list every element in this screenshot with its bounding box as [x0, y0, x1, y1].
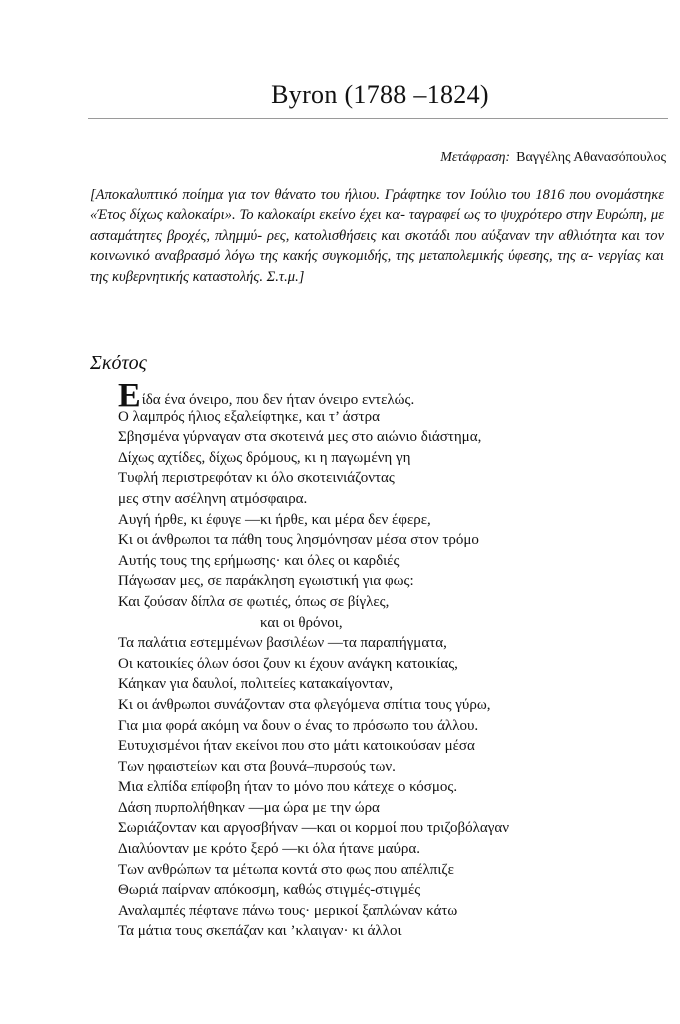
poem-line: Ο λαμπρός ήλιος εξαλείφτηκε, και τ’ άστρα [118, 408, 380, 425]
poem-line: Ευτυχισμένοι ήταν εκείνοι που στο μάτι κατοικούσαν μέσα [118, 738, 475, 755]
poem-line: Τυφλή περιστρεφόταν κι όλο σκοτεινιάζοντας [118, 470, 395, 487]
poem-line: Κάηκαν για δαυλοί, πολιτείες κατακαίγονταν, [118, 676, 394, 693]
poem-line: Των ανθρώπων τα μέτωπα κοντά στο φως που απέλπιζε [118, 861, 454, 878]
translator-label: Μετάφραση: [440, 150, 511, 165]
poem-line: Για μια φορά ακόμη να δουν ο ένας το πρόσωπο του άλλου. [118, 717, 479, 734]
poem-line: Αυγή ήρθε, κι έφυγε —κι ήρθε, και μέρα δεν έφερε, [118, 511, 431, 528]
intro-line: ταγραφεί ως το ψυχρότερο στην Ευρώπη, με ασταμάτητες βροχές, πλημμύ- [90, 207, 664, 244]
poem-line: Των ηφαιστείων και στα βουνά–πυρσούς των. [118, 758, 396, 775]
poem-line: Τα παλάτια εστεμμένων βασιλέων —τα παραπήγματα, [118, 635, 447, 652]
poem-line: και οι θρόνοι, [260, 614, 343, 631]
drop-cap: Ε [118, 377, 141, 414]
intro-line: ρες, κατολισθήσεις και σκοτάδι που αύξαναν την αθλιότητα και τον κοινωνικό [90, 227, 664, 265]
poem-line: Και ζούσαν δίπλα σε φωτιές, όπως σε βίγλες, [118, 593, 390, 610]
poem-title: Σκότος [90, 352, 147, 374]
translator-name: Βαγγέλης Αθανασόπουλος [516, 150, 666, 165]
poem-line: Διαλύονταν με κρότο ξερό —κι όλα ήτανε μαύρα. [118, 841, 421, 858]
intro-line: αναβρασμό λόγω της κακής συγκομιδής, της μεταπολεμικής ύφεσης, της α- [154, 248, 594, 265]
title-divider [88, 118, 668, 119]
poem-line: Κι οι άνθρωποι τα πάθη τους λησμόνησαν μέσα στον τρόμο [118, 532, 479, 549]
poem-line: Μια ελπίδα επίφοβη ήταν το μόνο που κάτεχε ο κόσμος. [118, 779, 458, 796]
poem-line: μες στην ασέληνη ατμόσφαιρα. [118, 490, 308, 507]
poem-line: Θωριά παίρναν απόκοσμη, καθώς στιγμές-στιγμές [118, 882, 421, 899]
poem-line: Δάση πυρπολήθηκαν —μα ώρα με την ώρα [118, 799, 380, 816]
intro-line: νεργίας και της κυβερνητικής καταστολής. Σ.τ.μ.] [90, 248, 664, 285]
poem-line: Τα μάτια τους σκεπάζαν και ’κλαιγαν· κι άλλοι [118, 923, 402, 940]
translator-credit [440, 150, 666, 166]
poem-line: Σβησμένα γύρναγαν στα σκοτεινά μες στο αιώνιο διάστημα, [118, 429, 482, 446]
intro-note [90, 185, 664, 287]
poem-line: Κι οι άνθρωποι συνάζονταν στα φλεγόμενα σπίτια τους γύρω, [118, 696, 491, 713]
intro-line: 1816 που ονομάστηκε «Έτος δίχως καλοκαίρι». Το καλοκαίρι εκείνο έχει κα- [90, 187, 665, 224]
poem-line: Πάγωσαν μες, σε παράκληση εγωιστική για φως: [118, 573, 414, 590]
poem-line: Αυτής τους της ερήμωσης· και όλες οι καρδιές [118, 552, 400, 569]
poem-line: Αναλαμπές πέφτανε πάνω τους· μερικοί ξαπλώναν κάτω [118, 902, 458, 919]
poem-line-text: ίδα ένα όνειρο, που δεν ήταν όνειρο εντελώς. [141, 392, 415, 408]
poem-line: Δίχως αχτίδες, δίχως δρόμους, κι η παγωμένη γη [118, 449, 411, 466]
poem-body [118, 377, 658, 942]
page-title: Byron (1788 –1824) [271, 80, 489, 109]
poem-line [118, 377, 658, 414]
intro-line: [Αποκαλυπτικό ποίημα για τον θάνατο του ήλιου. Γράφτηκε τον Ιούλιο του [90, 187, 531, 203]
poem-line: Οι κατοικίες όλων όσοι ζουν κι έχουν ανάγκη κατοικίας, [118, 655, 458, 672]
poem-line: Σωριάζονταν και αργοσβήναν —και οι κορμοί που τριζοβόλαγαν [118, 820, 510, 837]
